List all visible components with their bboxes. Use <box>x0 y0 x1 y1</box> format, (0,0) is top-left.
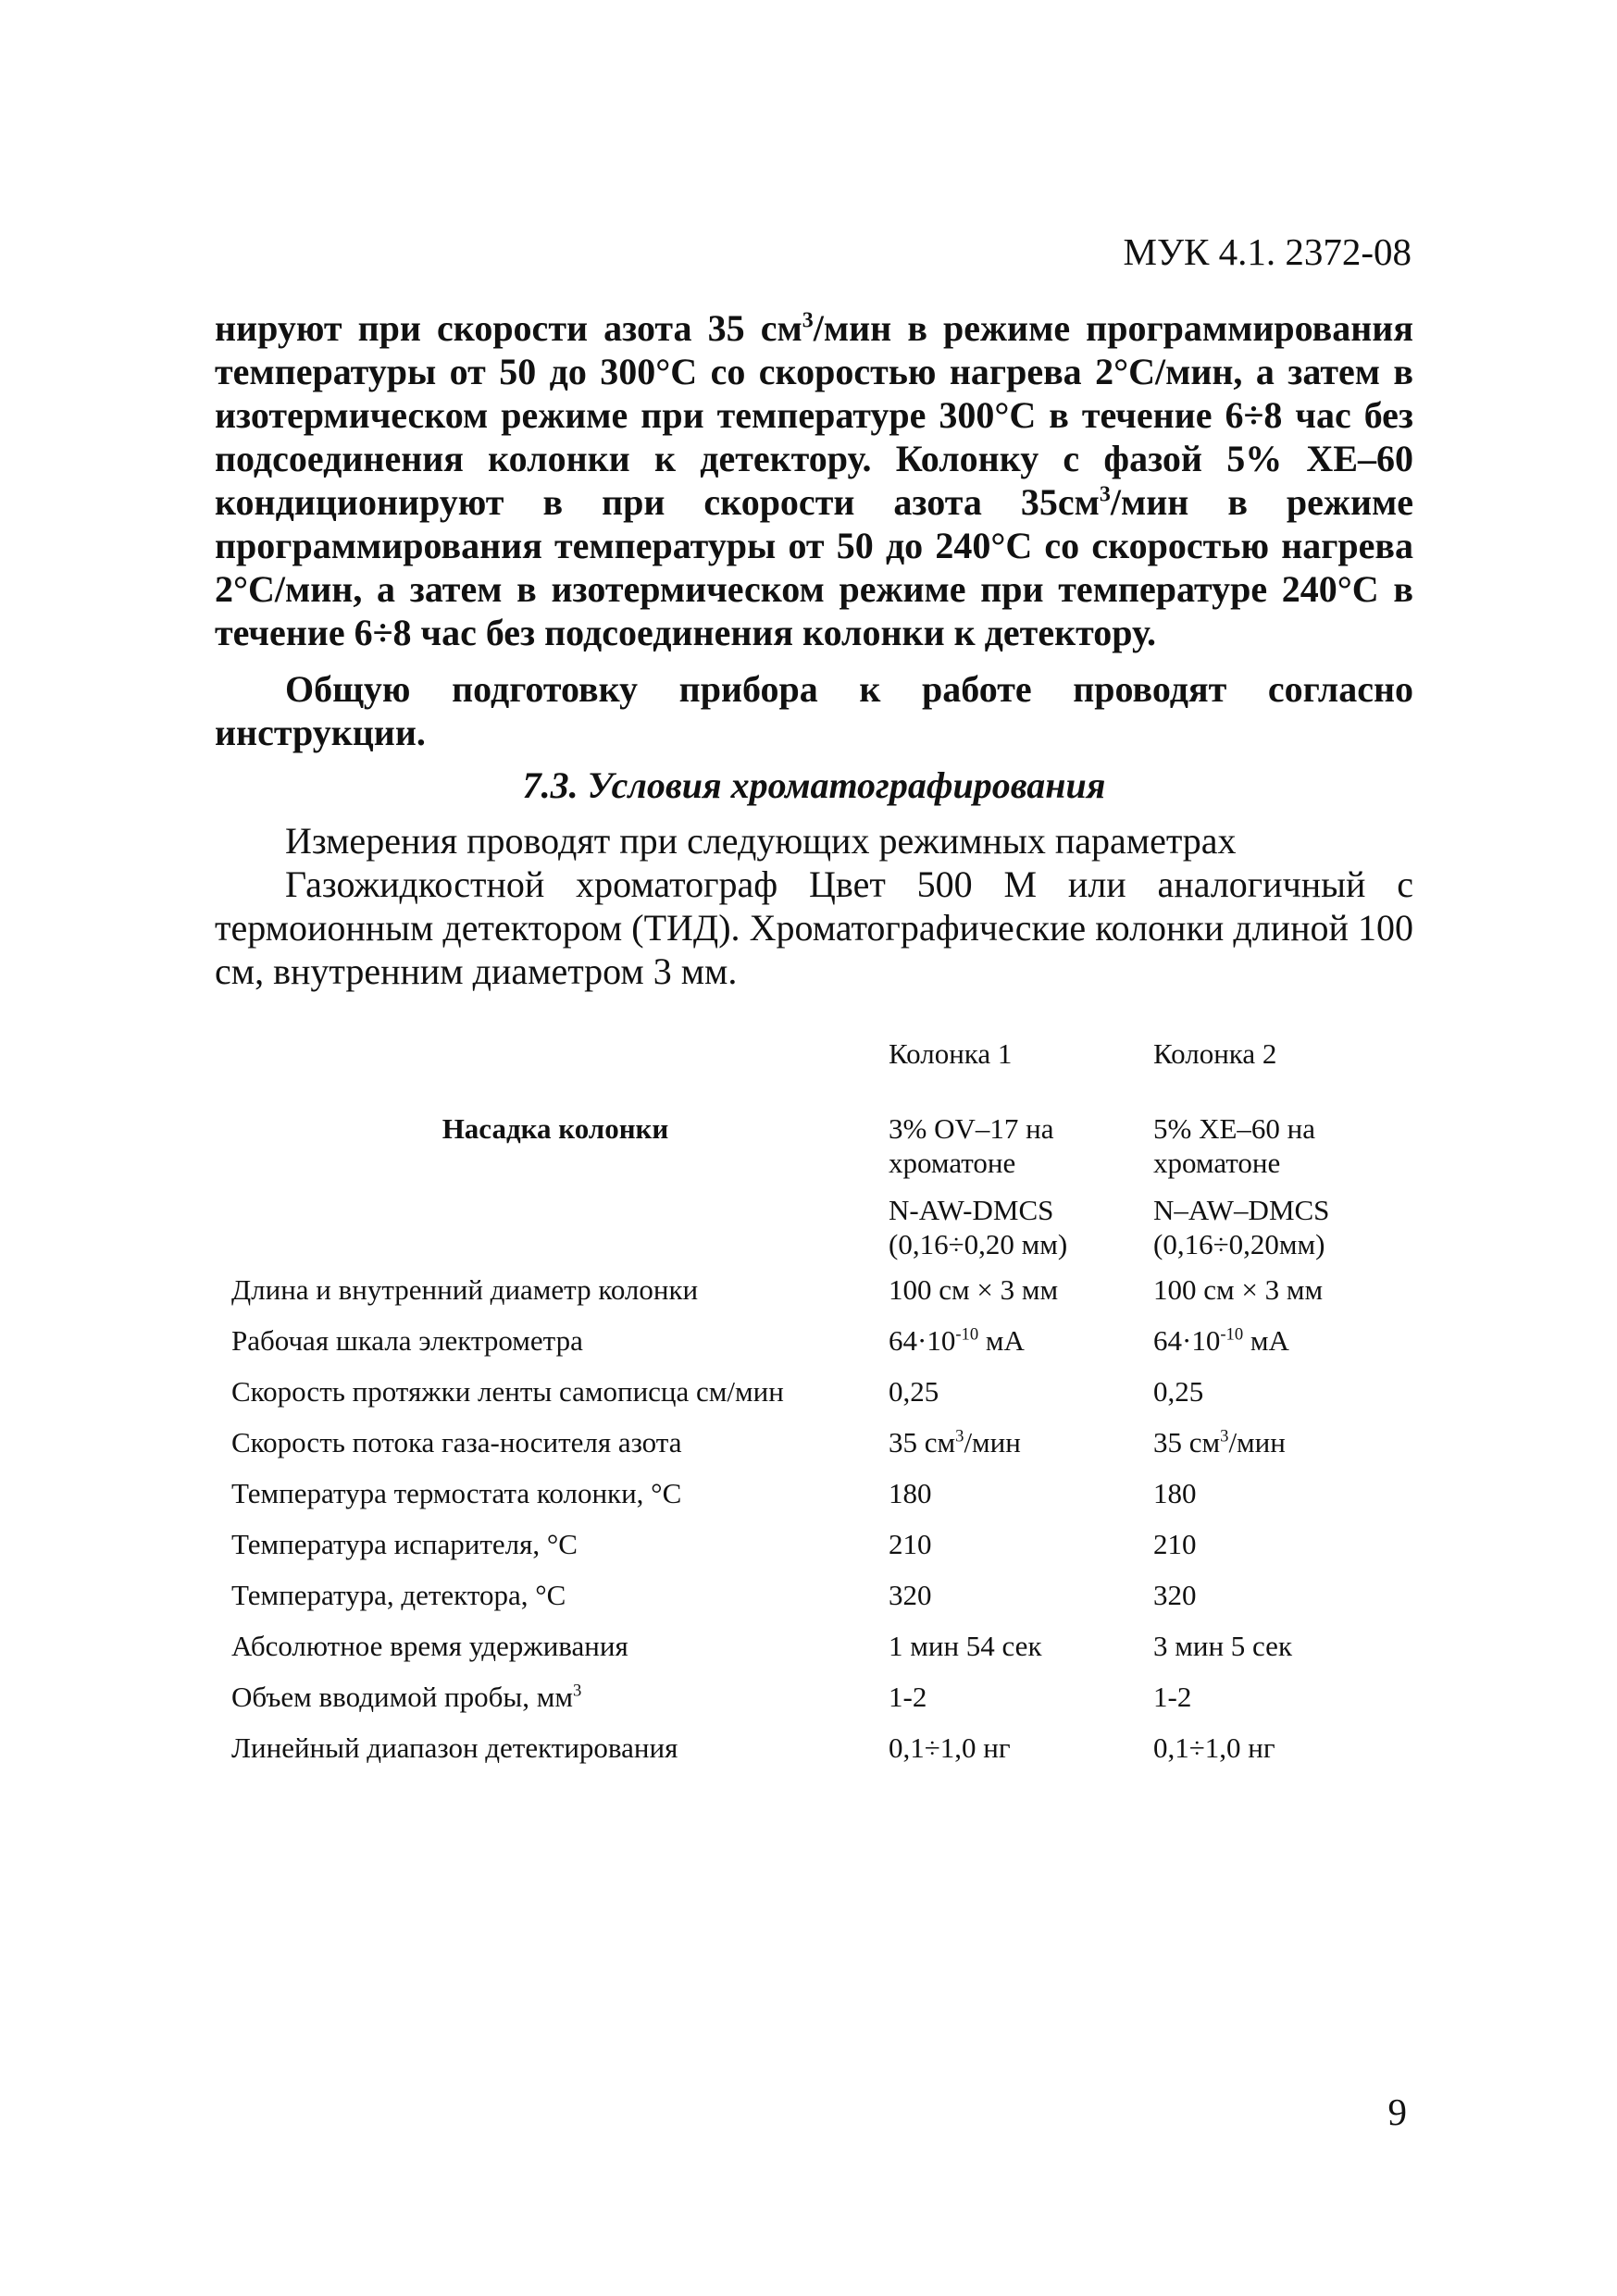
superscript: -10 <box>955 1324 979 1345</box>
cell-column-1 <box>889 1731 1153 1781</box>
cell-column-1 <box>889 1374 1153 1425</box>
cell-text: Скорость протяжки ленты самописца см/мин <box>231 1375 784 1408</box>
cell-text: 100 см × 3 мм <box>1153 1273 1324 1306</box>
paragraph-measurement <box>215 819 1413 993</box>
cell-line: (0,16÷0,20мм) <box>1153 1228 1325 1260</box>
cell-text: 1-2 <box>1153 1681 1192 1713</box>
row-label <box>231 1425 889 1476</box>
cell-column-2 <box>1153 1629 1394 1680</box>
cell-column-1 <box>889 1111 1153 1272</box>
cell-column-1 <box>889 1527 1153 1578</box>
paragraph-conditioning <box>215 306 1413 654</box>
row-label <box>231 1272 889 1323</box>
table-row <box>231 1578 1394 1629</box>
cell-text: /мин <box>1228 1426 1286 1458</box>
cell-column-1 <box>889 1680 1153 1731</box>
paragraph-text: /мин в режиме программирования температуры от 50 до 300°С со скоростью нагрева 2°С/мин, а затем в изотермическом режиме при температуре 300°С в течение 6÷8 час без подсоединения колонки к детектору. Колонку с фазой 5% ХЕ–60 кондиционируют в при скорости азота 35см <box>215 307 1413 523</box>
parameters-table <box>231 1036 1394 1781</box>
cell-text: 3 мин 5 сек <box>1153 1630 1293 1662</box>
cell-text: 0,1÷1,0 нг <box>1153 1731 1275 1764</box>
cell-column-1 <box>889 1425 1153 1476</box>
row-label <box>231 1323 889 1374</box>
row-label <box>231 1476 889 1527</box>
row-label <box>231 1578 889 1629</box>
cell-column-1 <box>889 1272 1153 1323</box>
row-label <box>231 1680 889 1731</box>
cell-text: 64·10 <box>1153 1324 1221 1357</box>
cell-line: хроматоне <box>1153 1147 1281 1179</box>
cell-column-2 <box>1153 1374 1394 1425</box>
cell-text: Температура, детектора, °С <box>231 1579 566 1611</box>
cell-text: 1-2 <box>889 1681 927 1713</box>
cell-column-1 <box>889 1629 1153 1680</box>
cell-column-1 <box>889 1476 1153 1527</box>
cell-text: Объем вводимой пробы, мм <box>231 1681 573 1713</box>
cell-text: Линейный диапазон детектирования <box>231 1731 678 1764</box>
row-label <box>231 1527 889 1578</box>
cell-text: 210 <box>1153 1528 1197 1560</box>
superscript: 3 <box>955 1426 964 1446</box>
cell-text: 100 см × 3 мм <box>889 1273 1059 1306</box>
document-code: МУК 4.1. 2372-08 <box>1123 230 1412 273</box>
table-row <box>231 1731 1394 1781</box>
table-row <box>231 1680 1394 1731</box>
cell-text: Температура термостата колонки, °С <box>231 1477 682 1509</box>
cell-line: 3% OV–17 на <box>889 1112 1054 1145</box>
cell-line: (0,16÷0,20 мм) <box>889 1228 1068 1260</box>
cell-column-2 <box>1153 1111 1394 1272</box>
table-row <box>231 1323 1394 1374</box>
superscript: 3 <box>572 1681 582 1701</box>
superscript: 3 <box>1220 1426 1229 1446</box>
cell-column-2 <box>1153 1680 1394 1731</box>
superscript: 3 <box>802 308 814 333</box>
cell-text: Скорость потока газа-носителя азота <box>231 1426 682 1458</box>
section-title: 7.3. Условия хроматографирования <box>522 764 1106 806</box>
cell-text: 0,25 <box>1153 1375 1204 1408</box>
paragraph-text: нируют при скорости азота 35 см <box>215 307 802 349</box>
cell-column-2 <box>1153 1731 1394 1781</box>
paragraph-text: Измерения проводят при следующих режимных параметрах <box>285 820 1237 862</box>
cell-text: 64·10 <box>889 1324 956 1357</box>
cell-text: 180 <box>889 1477 932 1509</box>
paragraph-text: Общую подготовку прибора к работе проводят согласно инструкции. <box>215 668 1413 753</box>
cell-column-2 <box>1153 1578 1394 1629</box>
cell-column-2 <box>1153 1527 1394 1578</box>
cell-column-2 <box>1153 1272 1394 1323</box>
cell-text: 320 <box>1153 1579 1197 1611</box>
cell-line: N–AW–DMCS <box>1153 1194 1330 1226</box>
superscript: 3 <box>1099 482 1111 507</box>
table-row <box>231 1425 1394 1476</box>
cell-text: мА <box>1243 1324 1289 1357</box>
cell-text: Длина и внутренний диаметр колонки <box>231 1273 699 1306</box>
cell-text: Рабочая шкала электрометра <box>231 1324 583 1357</box>
cell-text: 35 см <box>1153 1426 1221 1458</box>
column-header-2: Колонка 2 <box>1153 1037 1277 1070</box>
row-label <box>231 1374 889 1425</box>
table-row <box>231 1629 1394 1680</box>
cell-line: 5% ХЕ–60 на <box>1153 1112 1315 1145</box>
cell-column-1 <box>889 1323 1153 1374</box>
paragraph-text: Газожидкостной хроматограф Цвет 500 М или аналогичный с термоионным детектором (ТИД). Хроматографические колонки длиной 100 см, внутренним диаметром 3 мм. <box>215 863 1413 992</box>
row-label: Насадка колонки <box>442 1112 669 1145</box>
page-number: 9 <box>1387 2091 1407 2133</box>
cell-text: 210 <box>889 1528 932 1560</box>
cell-text: 180 <box>1153 1477 1197 1509</box>
cell-text: Абсолютное время удерживания <box>231 1630 628 1662</box>
cell-text: Температура испарителя, °С <box>231 1528 578 1560</box>
cell-line: хроматоне <box>889 1147 1016 1179</box>
table-header-empty <box>231 1036 889 1111</box>
table-row <box>231 1374 1394 1425</box>
cell-text: мА <box>978 1324 1025 1357</box>
row-label <box>231 1629 889 1680</box>
table-header-row <box>231 1036 1394 1111</box>
cell-column-2 <box>1153 1425 1394 1476</box>
cell-text: 320 <box>889 1579 932 1611</box>
paragraph-preparation <box>215 667 1413 754</box>
cell-text: 1 мин 54 сек <box>889 1630 1042 1662</box>
table-row <box>231 1527 1394 1578</box>
row-label <box>231 1731 889 1781</box>
table-row <box>231 1272 1394 1323</box>
table-row-packing <box>231 1111 1394 1272</box>
paragraph-text: /мин в режиме программирования температуры от 50 до 240°С со скоростью нагрева 2°С/мин, а затем в изотермическом режиме при температуре 240°С в течение 6÷8 час без подсоединения колонки к детектору. <box>215 481 1413 653</box>
cell-text: /мин <box>964 1426 1021 1458</box>
cell-text: 0,25 <box>889 1375 939 1408</box>
cell-text: 0,1÷1,0 нг <box>889 1731 1011 1764</box>
table-row <box>231 1476 1394 1527</box>
cell-column-1 <box>889 1578 1153 1629</box>
column-header-1: Колонка 1 <box>889 1037 1013 1070</box>
cell-text: 35 см <box>889 1426 956 1458</box>
cell-column-2 <box>1153 1476 1394 1527</box>
superscript: -10 <box>1220 1324 1244 1345</box>
cell-line: N-AW-DMCS <box>889 1194 1054 1226</box>
cell-column-2 <box>1153 1323 1394 1374</box>
